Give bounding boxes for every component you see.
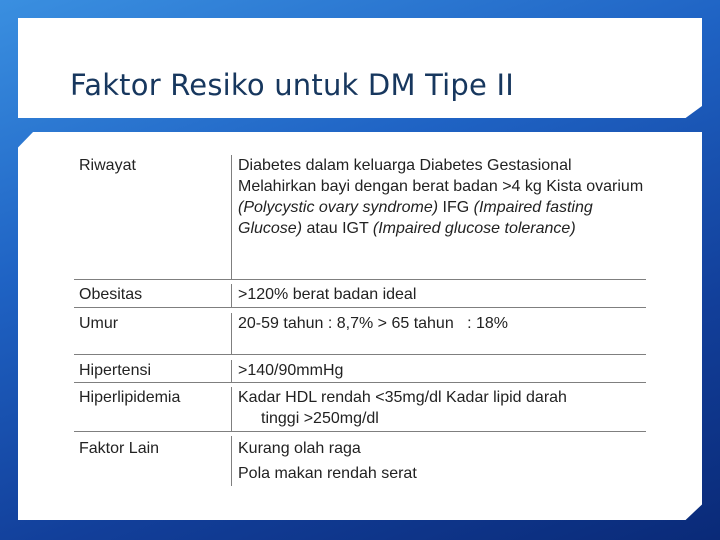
faktor-lain-line-2: Pola makan rendah serat: [238, 465, 417, 482]
riwayat-text-4: (Impaired fasting Glucose): [238, 199, 593, 237]
table-row-hiperlipidemia: [74, 383, 646, 432]
riwayat-text-2: (Polycystic ovary syndrome): [238, 199, 439, 216]
hiperlipidemia-line-1: Kadar HDL rendah <35mg/dl Kadar lipid darah: [238, 389, 567, 406]
row-value-obesitas: >120% berat badan ideal: [238, 286, 417, 303]
table-row-obesitas: [74, 280, 646, 308]
table-row-faktor-lain: [74, 432, 646, 486]
row-value-faktor-lain: [232, 436, 646, 486]
row-label-hiperlipidemia: Hiperlipidemia: [74, 387, 232, 431]
row-label-umur: Umur: [74, 313, 232, 354]
faktor-lain-line-1: Kurang olah raga: [238, 440, 361, 457]
row-label-hipertensi: Hipertensi: [74, 360, 232, 382]
table-row-riwayat: [74, 150, 646, 280]
table-row-hipertensi: [74, 355, 646, 383]
row-value-riwayat: [232, 155, 646, 279]
row-label-riwayat: Riwayat: [74, 155, 232, 279]
row-value-hiperlipidemia: [232, 387, 646, 431]
row-label-faktor-lain: Faktor Lain: [74, 436, 232, 486]
row-label-obesitas: Obesitas: [74, 284, 232, 307]
row-value-hipertensi: >140/90mmHg: [238, 362, 344, 379]
risk-factor-table: [74, 150, 646, 486]
riwayat-text-5: atau IGT: [302, 220, 373, 237]
riwayat-text-3: IFG: [438, 199, 474, 216]
riwayat-text-1: Diabetes dalam keluarga Diabetes Gestasional Melahirkan bayi dengan berat badan >4 kg Kista ovarium: [238, 157, 644, 195]
slide-title: Faktor Resiko untuk DM Tipe II: [70, 68, 514, 102]
hiperlipidemia-line-2: tinggi >250mg/dl: [261, 410, 379, 427]
riwayat-text-6: (Impaired glucose tolerance): [372, 220, 576, 237]
table-row-umur: [74, 308, 646, 355]
row-value-umur: 20-59 tahun : 8,7% > 65 tahun : 18%: [238, 315, 508, 332]
